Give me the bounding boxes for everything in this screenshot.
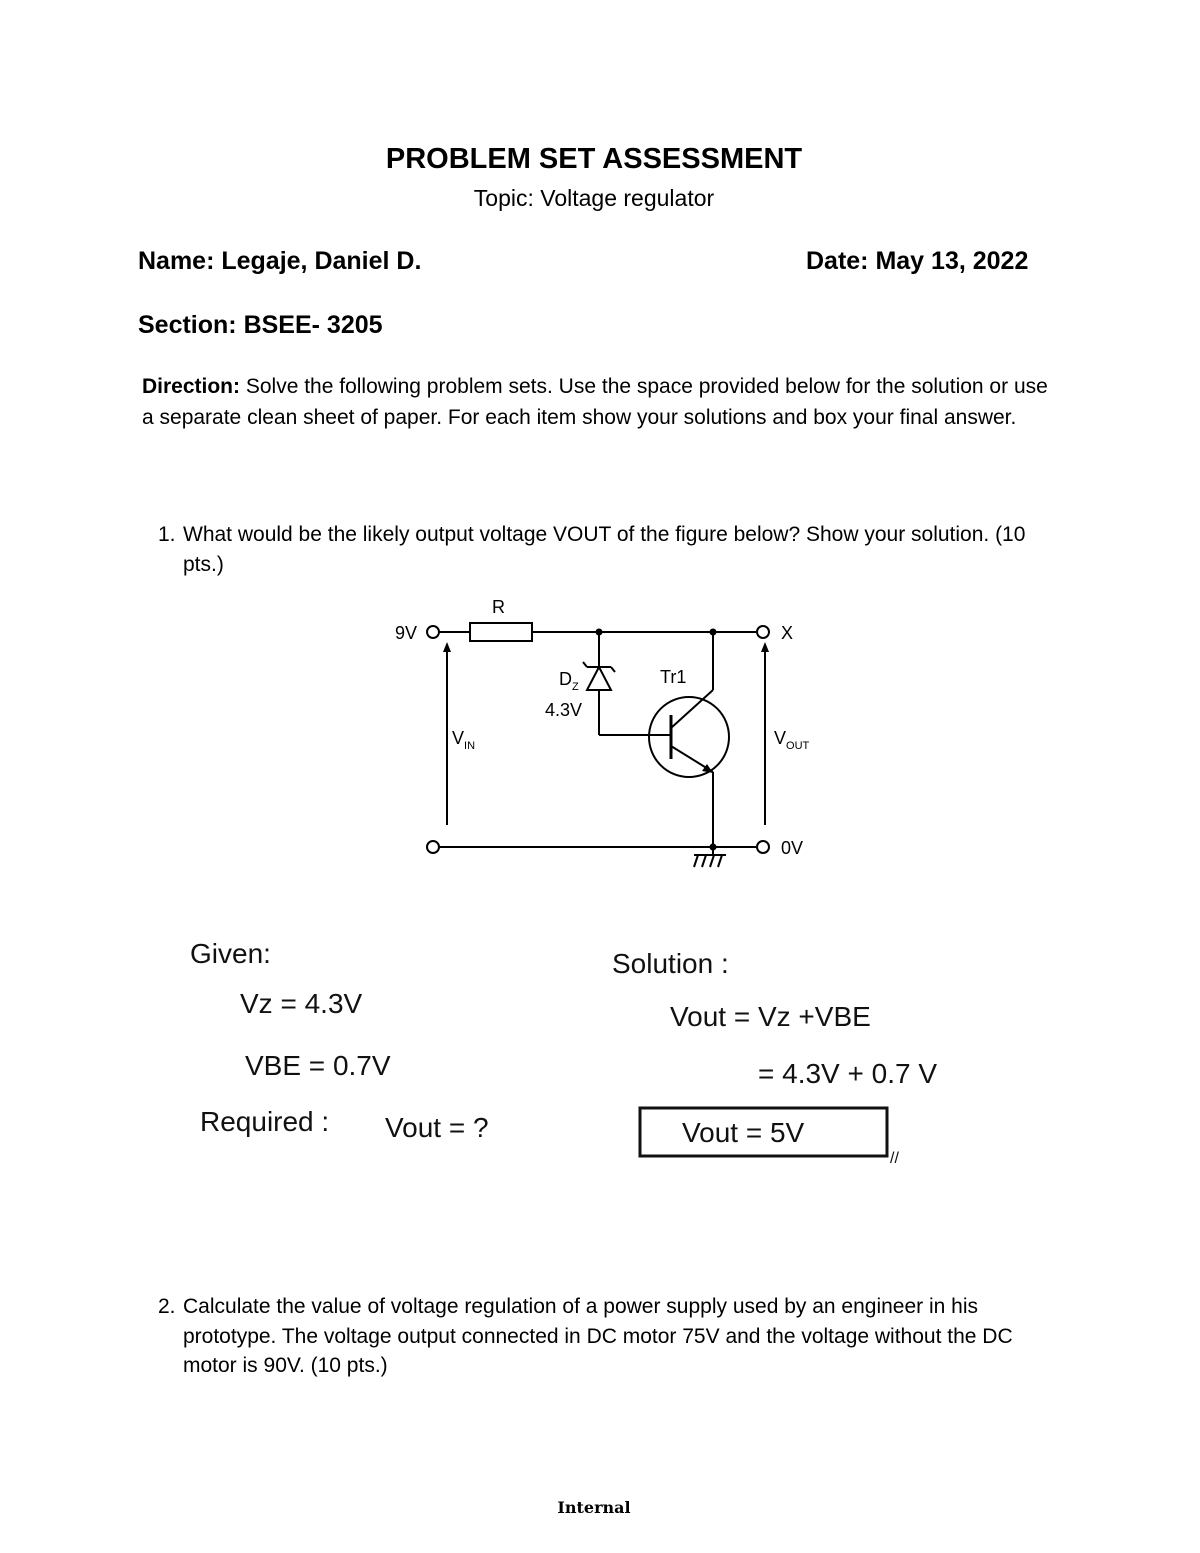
footer-classification: Internal [557,1498,631,1517]
vin-arrow-head [443,642,451,652]
given-vbe: VBE = 0.7V [245,1050,391,1081]
regulator-circuit-diagram [380,590,830,880]
page-title: PROBLEM SET ASSESSMENT [385,143,803,175]
topic-line: Topic: Voltage regulator [473,185,715,211]
label-tr1: Tr1 [660,667,687,687]
given-label: Given: [190,938,271,969]
student-section: Section: BSEE- 3205 [138,311,383,339]
ground-icon [694,847,726,867]
label-vout: $V_{OUT}$ [774,728,810,752]
terminal-out-0v [757,841,769,853]
zener-bar-tip-left [583,662,587,667]
question-2 [158,1292,1058,1381]
solution-label: Solution : [612,948,729,979]
answer-mark: // [890,1150,899,1167]
junction-collector [710,629,717,636]
handwritten-solution [180,925,1010,1175]
vout-arrow-head [761,642,769,652]
direction-paragraph [142,372,1062,433]
junction-zener [596,629,603,636]
assessment-date: Date: May 13, 2022 [806,247,1029,275]
equation-1: Vout = Vz +VBE [670,1001,871,1032]
resistor-r [470,623,532,641]
label-x: X [781,623,794,643]
terminal-out-x [757,626,769,638]
question-1-number: 1. [158,523,176,546]
final-answer: Vout = 5V [682,1117,805,1148]
terminal-vin-bottom [427,841,439,853]
question-2-text: Calculate the value of voltage regulation of a power supply used by an engineer in his prototype. The voltage output connected in DC motor 75V and the voltage without the DC motor is 90V. (10 pts.) [183,1295,1013,1377]
label-vin: $V_{IN}$ [452,728,476,752]
question-1 [158,520,1058,579]
zener-triangle [587,667,611,690]
transistor-body [649,697,729,777]
terminal-vin-top [427,626,439,638]
transistor-collector [671,690,713,728]
student-name: Name: Legaje, Daniel D. [138,247,422,275]
given-vz: Vz = 4.3V [240,988,363,1019]
label-9v: 9V [395,623,418,643]
label-dz: $D_Z$ [559,669,579,693]
direction-label: Direction: [142,375,241,398]
label-r: R [492,597,505,617]
required-label: Required : [200,1106,330,1137]
label-0v: 0V [781,838,804,858]
question-1-text: What would be the likely output voltage VOUT of the figure below? Show your solution. (10 pts.) [183,523,1026,576]
equation-2: = 4.3V + 0.7 V [758,1058,938,1089]
direction-text: Solve the following problem sets. Use the space provided below for the solution or use a separate clean sheet of paper. For each item show your solutions and box your final answer. [142,375,1048,429]
required-expr: Vout = ? [385,1112,489,1143]
question-2-number: 2. [158,1295,176,1318]
zener-bar-tip-right [611,667,615,672]
label-zener-voltage: 4.3V [545,700,583,720]
